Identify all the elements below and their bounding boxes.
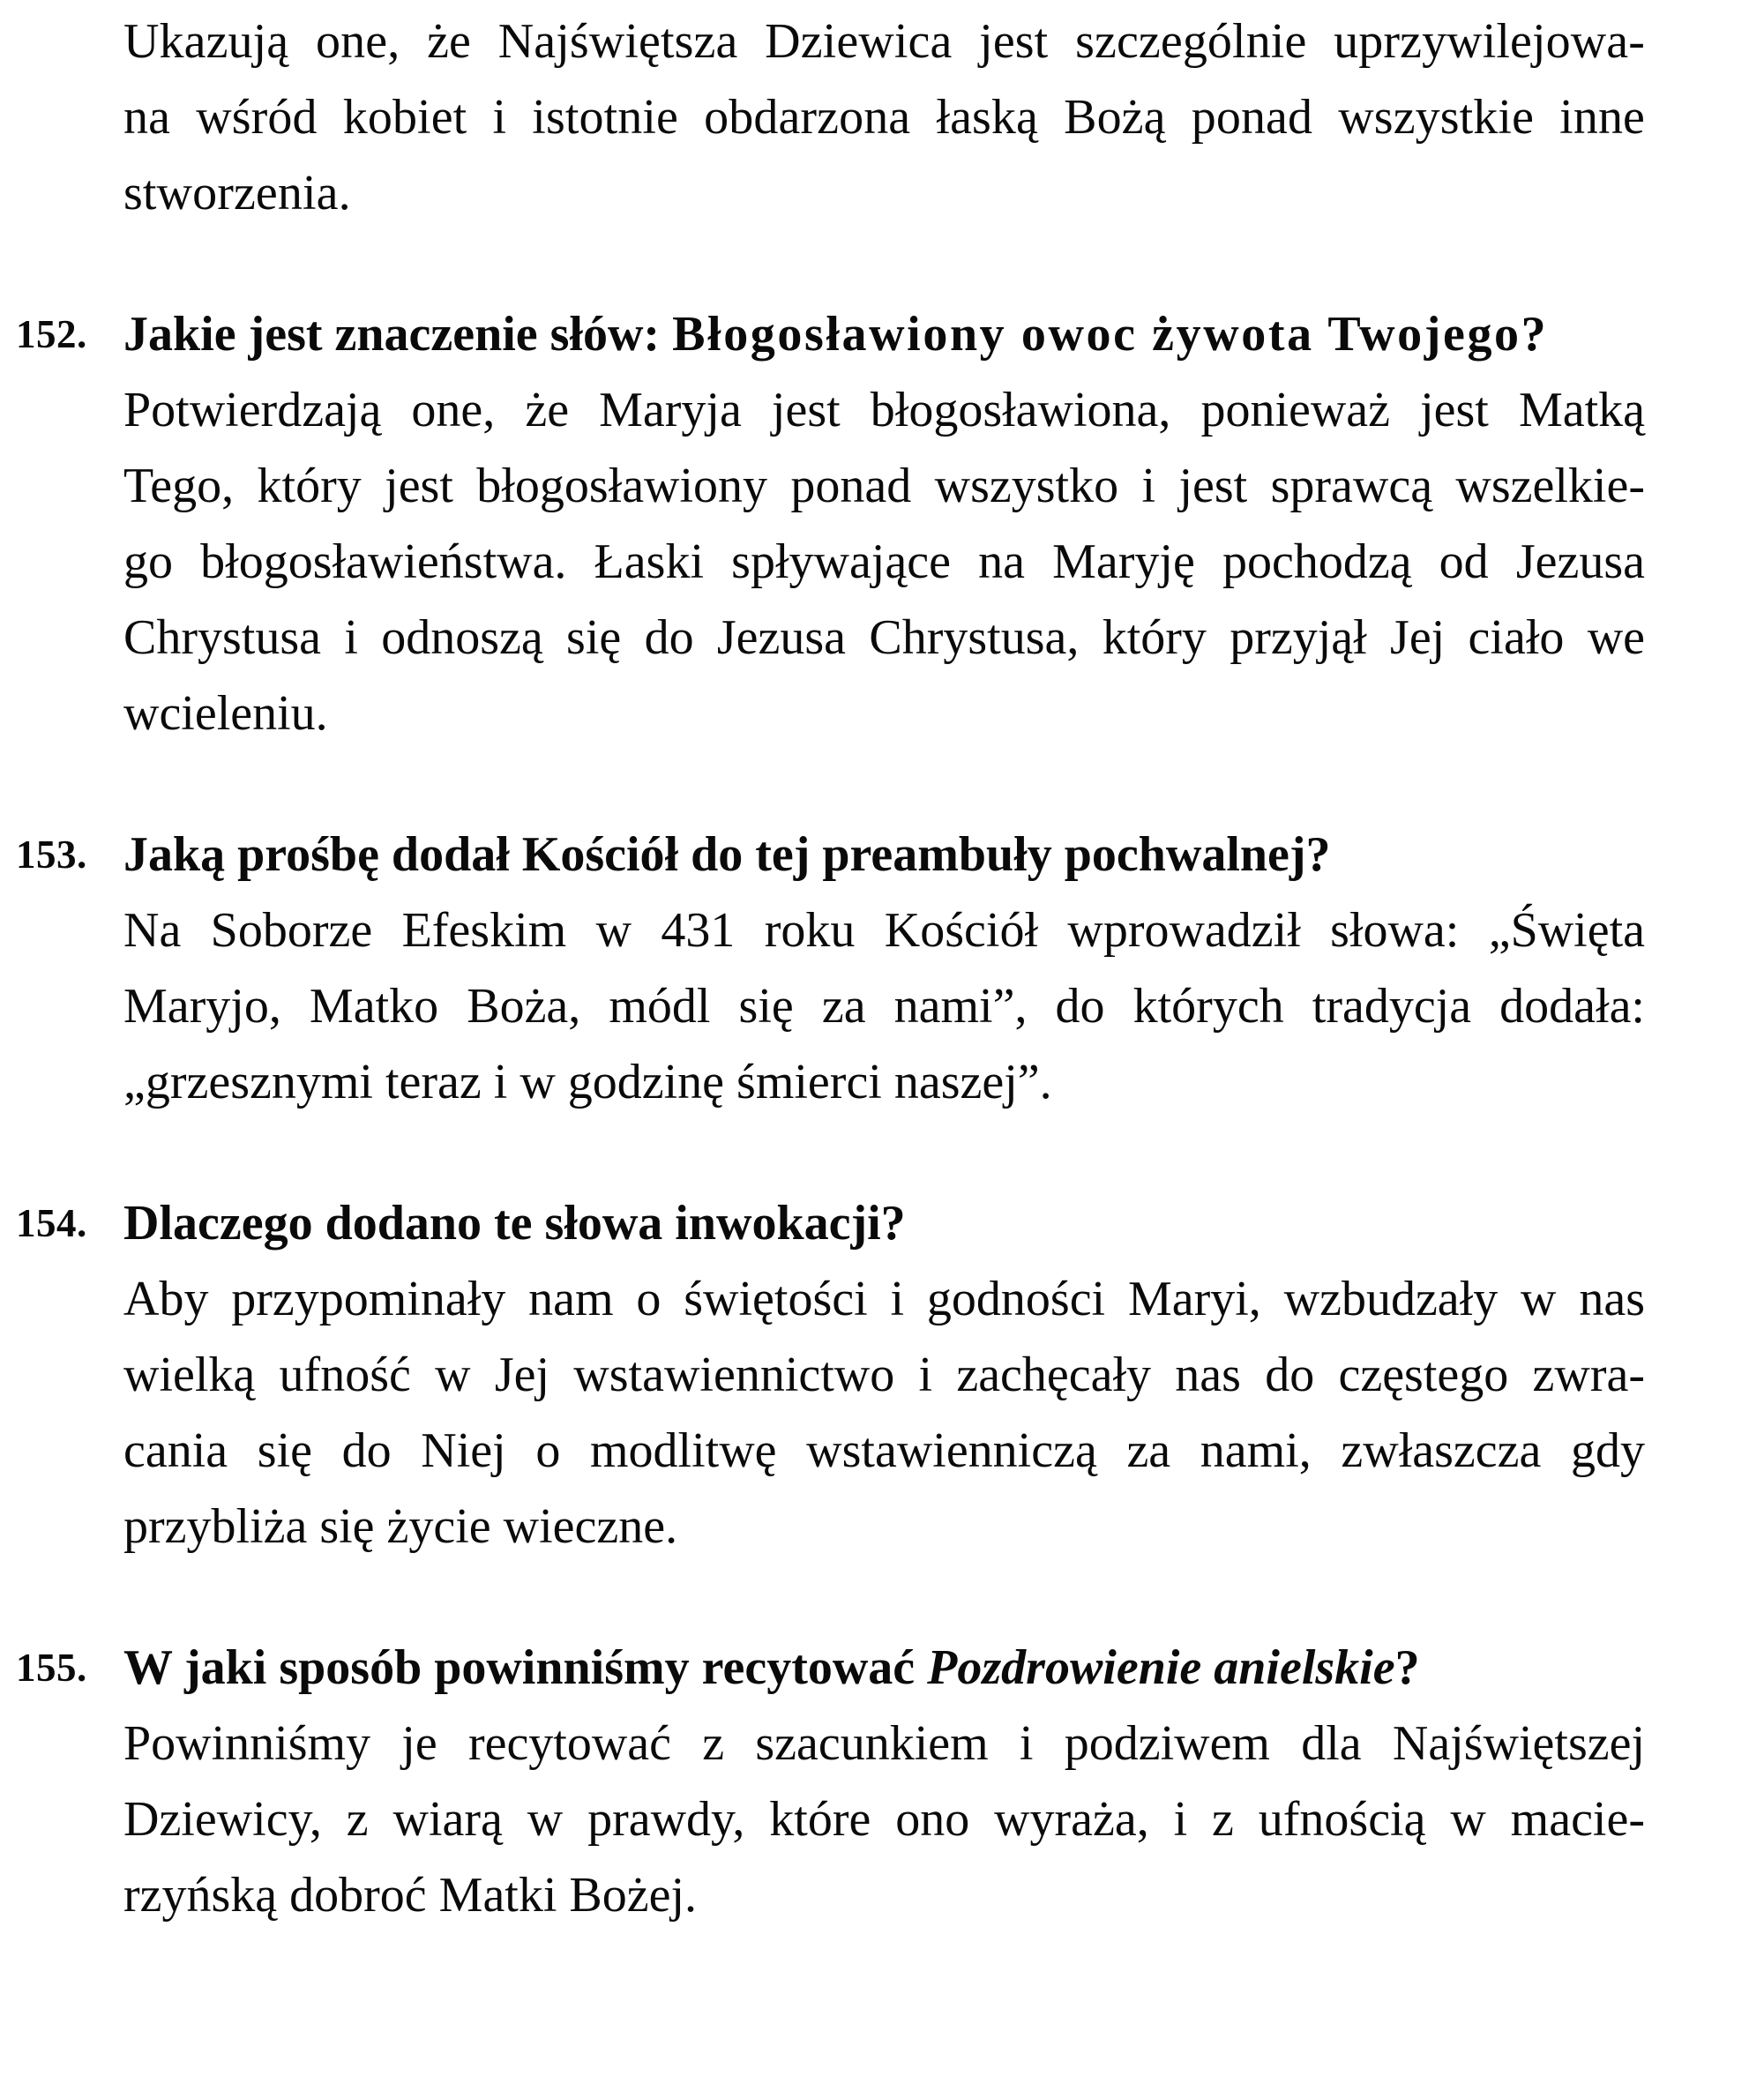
qa-entry-154 <box>16 1185 1645 1564</box>
qa-answer-153-line-2: Maryjo, Matko Boża, módl się za nami”, do których tradycja dodała: <box>123 979 1645 1034</box>
qa-entry-155 <box>16 1630 1645 1933</box>
qa-answer-152 <box>123 372 1645 751</box>
intro-line-1: Ukazują one, że Najświętsza Dziewica jest szczególnie uprzywilejowa- <box>123 14 1645 69</box>
qa-number-154: 154. <box>16 1201 87 1245</box>
qa-question-155-tail: ? <box>1394 1640 1420 1695</box>
qa-number-155: 155. <box>16 1646 87 1690</box>
intro-paragraph <box>123 4 1645 231</box>
intro-line-2: na wśród kobiet i istotnie obdarzona łaską Bożą ponad wszystkie inne <box>123 90 1645 145</box>
qa-answer-154-line-3: cania się do Niej o modlitwę wstawienniczą za nami, zwłaszcza gdy <box>123 1423 1645 1478</box>
qa-answer-155-line-1: Powinniśmy je recytować z szacunkiem i podziwem dla Najświętszej <box>123 1716 1645 1771</box>
qa-question-155-spacer <box>915 1640 927 1695</box>
qa-heading-152 <box>16 296 1645 372</box>
qa-question-152-plain: Jakie jest znaczenie słów: <box>123 307 661 362</box>
qa-entry-152 <box>16 296 1645 751</box>
qa-answer-155-line-2: Dziewicy, z wiarą w prawdy, które ono wyraża, i z ufnością w macie- <box>123 1792 1645 1847</box>
qa-answer-153 <box>123 892 1645 1120</box>
qa-answer-152-line-5: wcieleniu. <box>123 686 328 741</box>
qa-heading-154 <box>16 1185 1645 1261</box>
qa-answer-154-line-4: przybliża się życie wieczne. <box>123 1499 678 1554</box>
qa-answer-152-line-2: Tego, który jest błogosławiony ponad wszystko i jest sprawcą wszelkie- <box>123 459 1645 513</box>
qa-heading-153 <box>16 817 1645 892</box>
qa-number-153: 153. <box>16 833 87 877</box>
qa-answer-154-line-2: wielką ufność w Jej wstawiennictwo i zachęcały nas do częstego zwra- <box>123 1348 1645 1402</box>
qa-heading-155 <box>16 1630 1645 1706</box>
qa-answer-155-line-3: rzyńską dobroć Matki Bożej. <box>123 1868 698 1923</box>
qa-answer-155 <box>123 1706 1645 1933</box>
qa-answer-154-line-1: Aby przypominały nam o świętości i godności Maryi, wzbudzały w nas <box>123 1272 1645 1326</box>
qa-question-152-spaced: Błogosławiony owoc żywota Twojego? <box>672 307 1549 362</box>
qa-answer-152-line-1: Potwierdzają one, że Maryja jest błogosławiona, ponieważ jest Matką <box>123 383 1645 437</box>
qa-question-153-plain: Jaką prośbę dodał Kościół do tej preambuły pochwalnej? <box>123 827 1331 882</box>
qa-number-152: 152. <box>16 312 87 356</box>
qa-question-155-plain: W jaki sposób powinniśmy recytować <box>123 1640 916 1695</box>
qa-answer-152-line-3: go błogosławieństwa. Łaski spływające na Maryję pochodzą od Jezusa <box>123 534 1645 589</box>
qa-question-155-italic: Pozdrowienie anielskie <box>927 1640 1395 1695</box>
qa-entry-153 <box>16 817 1645 1120</box>
qa-question-154-plain: Dlaczego dodano te słowa inwokacji? <box>123 1196 906 1251</box>
page-content <box>16 4 1645 1933</box>
qa-answer-153-line-3: „grzesznymi teraz i w godzinę śmierci naszej”. <box>123 1055 1052 1109</box>
qa-answer-152-line-4: Chrystusa i odnoszą się do Jezusa Chrystusa, który przyjął Jej ciało we <box>123 610 1645 665</box>
intro-line-3: stworzenia. <box>123 166 351 220</box>
qa-answer-153-line-1: Na Soborze Efeskim w 431 roku Kościół wprowadził słowa: „Święta <box>123 903 1645 958</box>
qa-answer-154 <box>123 1261 1645 1564</box>
